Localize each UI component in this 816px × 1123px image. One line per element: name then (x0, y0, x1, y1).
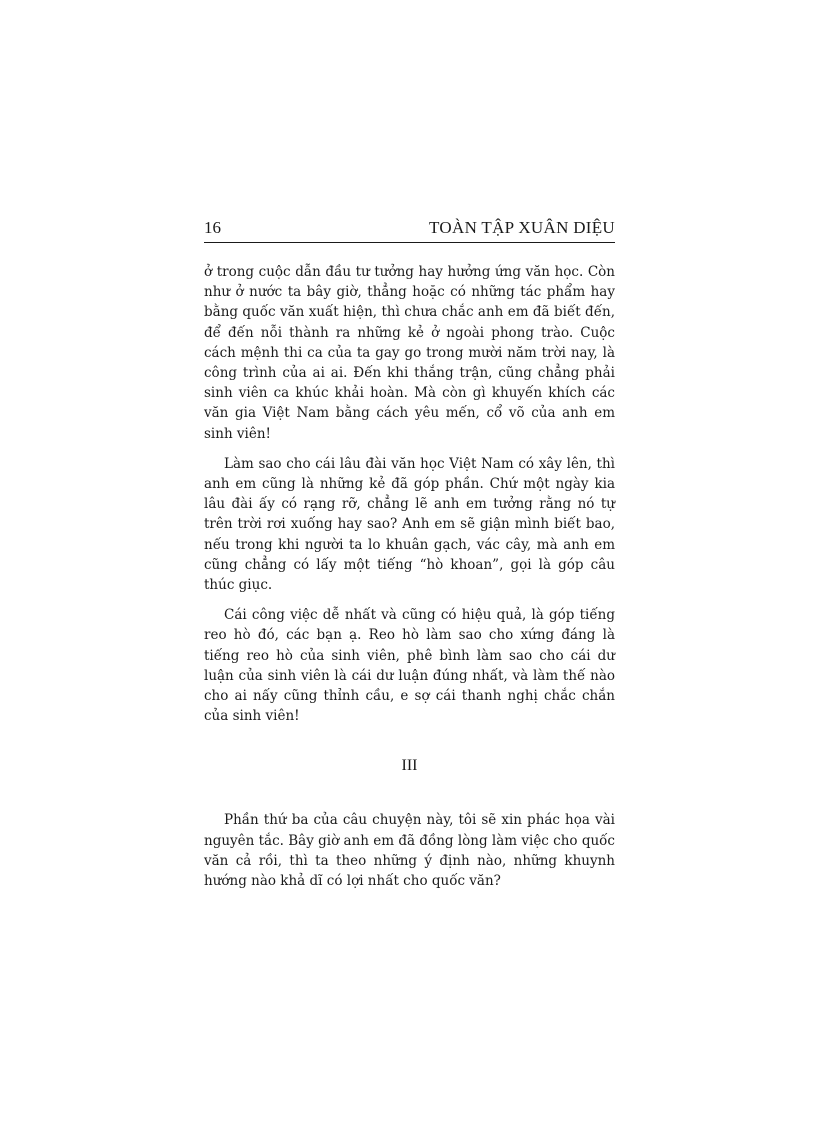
paragraph-lau-dai: Làm sao cho cái lâu đài văn học Việt Nam có xây lên, thì anh em cũng là những kẻ đã góp phần. Chứ một ngày kia lâu đài ấy có rạng rỡ, chẳng lẽ anh em tưởng rằng nó tự trên trời rơi xuống hay sao? Anh em sẽ giận mình biết bao, nếu trong khi người ta lo khuân gạch, vác cây, mà anh em cũng chẳng có lấy một tiếng “hò khoan”, gọi là góp câu thúc giục. (204, 455, 615, 594)
paragraph-reo-ho: Cái công việc dễ nhất và cũng có hiệu quả, là góp tiếng reo hò đó, các bạn ạ. Reo hò làm sao cho xứng đáng là tiếng reo hò của sinh viên, phê bình làm sao cho cái dư luận của sinh viên là cái dư luận đúng nhất, và làm thế nào cho ai nấy cũng thỉnh cầu, e sợ cái thanh nghị chắc chắn của sinh viên! (204, 607, 615, 725)
page-number: 16 (204, 218, 221, 237)
paragraph-phan-thu-ba: Phần thứ ba của câu chuyện này, tôi sẽ xin phác họa vài nguyên tắc. Bây giờ anh em đã đồng lòng làm việc cho quốc văn cả rồi, thì ta theo những ý định nào, những khuynh hướng nào khả dĩ có lợi nhất cho quốc văn? (204, 812, 615, 890)
running-header (204, 216, 615, 243)
section-heading: III (401, 757, 418, 775)
body-text (204, 262, 615, 891)
book-title: TOÀN TẬP XUÂN DIỆU (429, 218, 615, 237)
paragraph-continued: ở trong cuộc dẫn đầu tư tưởng hay hưởng ứng văn học. Còn như ở nước ta bây giờ, thẳng hoặc có những tác phẩm hay bằng quốc văn xuất hiện, thì chưa chắc anh em đã biết đến, để đến nỗi thành ra những kẻ ở ngoài phong trào. Cuộc cách mệnh thi ca của ta gay go trong mười năm trời nay, là công trình của ai ai. Đến khi thắng trận, cũng chẳng phải sinh viên ca khúc khải hoàn. Mà còn gì khuyến khích các văn gia Việt Nam bằng cách yêu mến, cổ võ của anh em sinh viên! (204, 264, 615, 442)
